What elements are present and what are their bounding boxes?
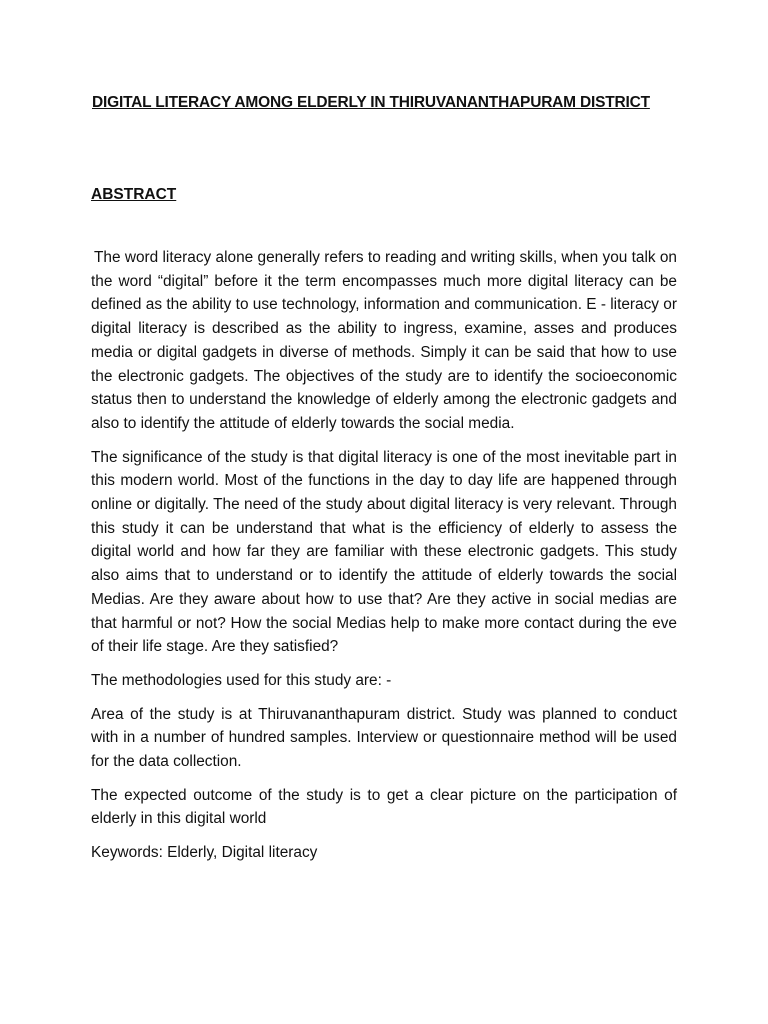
paragraph-methodology-intro: The methodologies used for this study are: - <box>91 671 392 689</box>
section-heading-abstract: ABSTRACT <box>91 186 177 203</box>
paragraph-study-area: Area of the study is at Thiruvananthapuram district. Study was planned to conduct with in a number of hundred samples. Interview or questionnaire method will be used for the data collection. <box>91 705 677 771</box>
paragraph-expected-outcome: The expected outcome of the study is to get a clear picture on the participation of elderly in this digital world <box>91 786 677 828</box>
paragraph-introduction: The word literacy alone generally refers to reading and writing skills, when you talk on the word “digital” before it the term encompasses much more digital literacy can be defined as the ability to use technology, information and communication. E - literacy or digital literacy is described as the ability to ingress, examine, asses and produces media or digital gadgets in diverse of methods. Simply it can be said that how to use the electronic gadgets. The objectives of the study are to identify the socioeconomic status then to understand the knowledge of elderly among the electronic gadgets and also to identify the attitude of elderly towards the social media. <box>91 249 677 432</box>
document-title: DIGITAL LITERACY AMONG ELDERLY IN THIRUVANANTHAPURAM DISTRICT <box>92 94 650 111</box>
abstract-body <box>91 246 677 875</box>
paragraph-significance: The significance of the study is that digital literacy is one of the most inevitable part in this modern world. Most of the functions in the day to day life are happened through online or digitally. The need of the study about digital literacy is very relevant. Through this study it can be understand that what is the efficiency of elderly to assess the digital world and how far they are familiar with these electronic gadgets. This study also aims that to understand or to identify the attitude of elderly towards the social Medias. Are they aware about how to use that? Are they active in social medias are that harmful or not? How the social Medias help to make more contact during the eve of their life stage. Are they satisfied? <box>91 448 677 656</box>
paragraph-keywords: Keywords: Elderly, Digital literacy <box>91 844 318 862</box>
